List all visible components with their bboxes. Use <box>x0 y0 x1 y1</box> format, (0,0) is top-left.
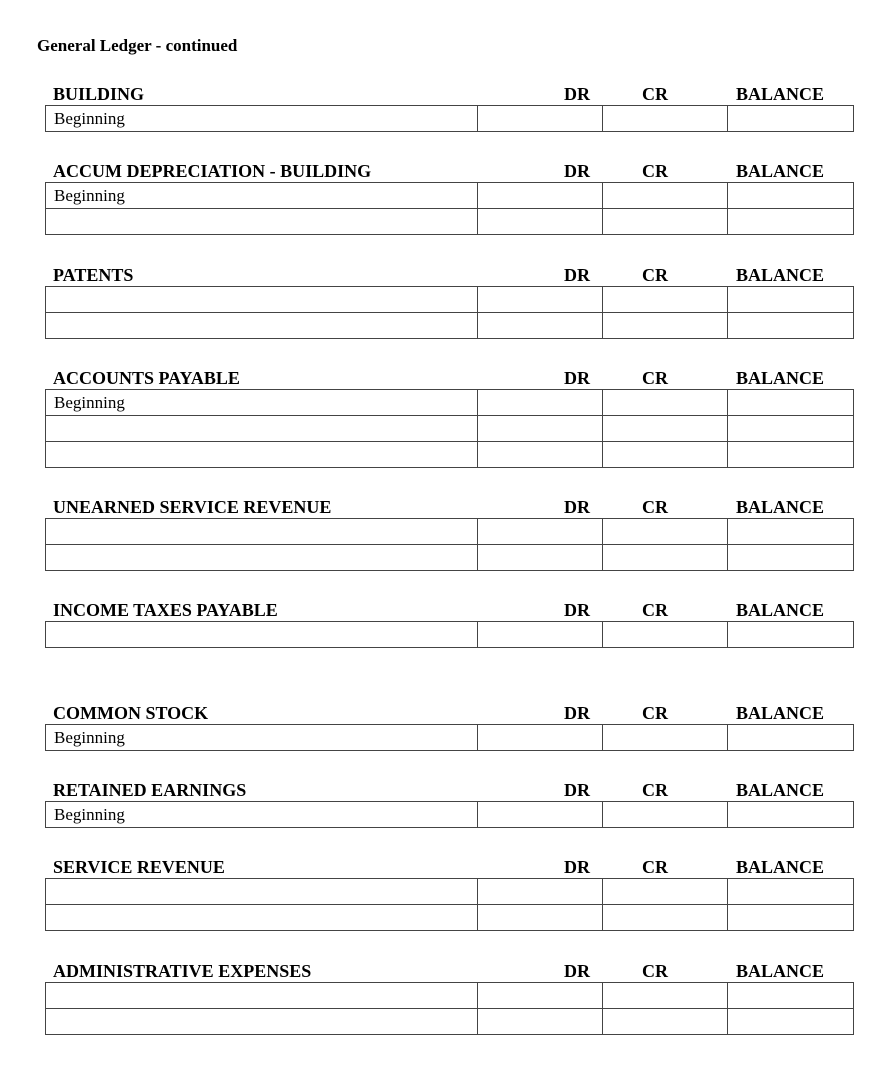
ledger-table <box>45 982 854 1035</box>
account-header <box>45 956 843 982</box>
ledger-account <box>45 698 843 751</box>
ledger-description-cell[interactable] <box>46 209 478 235</box>
ledger-row <box>46 1009 854 1035</box>
balance-column-header: BALANCE <box>735 497 824 517</box>
ledger-row <box>46 725 854 751</box>
ledger-row <box>46 983 854 1009</box>
account-name: ACCUM DEPRECIATION - BUILDING <box>53 161 372 181</box>
dr-column-header: DR <box>564 600 590 620</box>
ledger-dr-cell[interactable] <box>478 725 603 751</box>
balance-column-header: BALANCE <box>735 780 824 800</box>
ledger-dr-cell[interactable] <box>478 905 603 931</box>
balance-column-header: BALANCE <box>735 703 824 723</box>
account-name: UNEARNED SERVICE REVENUE <box>53 497 332 517</box>
dr-column-header: DR <box>564 703 590 723</box>
dr-column-header: DR <box>564 368 590 388</box>
ledger-balance-cell[interactable] <box>728 416 854 442</box>
ledger-cr-cell[interactable] <box>603 983 728 1009</box>
dr-column-header: DR <box>564 161 590 181</box>
ledger-dr-cell[interactable] <box>478 183 603 209</box>
ledger-balance-cell[interactable] <box>728 802 854 828</box>
ledger-dr-cell[interactable] <box>478 390 603 416</box>
ledger-cr-cell[interactable] <box>603 905 728 931</box>
ledger-dr-cell[interactable] <box>478 545 603 571</box>
ledger-description-cell[interactable] <box>46 905 478 931</box>
ledger-row <box>46 390 854 416</box>
ledger-cr-cell[interactable] <box>603 519 728 545</box>
ledger-balance-cell[interactable] <box>728 106 854 132</box>
account-name: RETAINED EARNINGS <box>53 780 247 800</box>
balance-column-header: BALANCE <box>735 368 824 388</box>
cr-column-header: CR <box>642 84 668 104</box>
account-header <box>45 852 843 878</box>
ledger-cr-cell[interactable] <box>603 106 728 132</box>
ledger-table <box>45 389 854 468</box>
ledger-cr-cell[interactable] <box>603 545 728 571</box>
ledger-row <box>46 622 854 648</box>
account-header <box>45 492 843 518</box>
ledger-account <box>45 492 843 571</box>
ledger-account <box>45 79 843 132</box>
ledger-row <box>46 313 854 339</box>
account-header <box>45 79 843 105</box>
account-name: COMMON STOCK <box>53 703 209 723</box>
cr-column-header: CR <box>642 857 668 877</box>
ledger-balance-cell[interactable] <box>728 725 854 751</box>
dr-column-header: DR <box>564 265 590 285</box>
ledger-table <box>45 286 854 339</box>
ledger-table <box>45 878 854 931</box>
ledger-balance-cell[interactable] <box>728 1009 854 1035</box>
cr-column-header: CR <box>642 161 668 181</box>
ledger-cr-cell[interactable] <box>603 390 728 416</box>
ledger-table <box>45 518 854 571</box>
ledger-table <box>45 182 854 235</box>
ledger-dr-cell[interactable] <box>478 287 603 313</box>
balance-column-header: BALANCE <box>735 961 824 981</box>
cr-column-header: CR <box>642 497 668 517</box>
ledger-account <box>45 775 843 828</box>
ledger-cr-cell[interactable] <box>603 183 728 209</box>
balance-column-header: BALANCE <box>735 600 824 620</box>
ledger-dr-cell[interactable] <box>478 313 603 339</box>
account-name: ACCOUNTS PAYABLE <box>53 368 240 388</box>
ledger-cr-cell[interactable] <box>603 287 728 313</box>
ledger-balance-cell[interactable] <box>728 622 854 648</box>
cr-column-header: CR <box>642 780 668 800</box>
account-header <box>45 698 843 724</box>
ledger-table <box>45 801 854 828</box>
ledger-description-cell[interactable] <box>46 545 478 571</box>
dr-column-header: DR <box>564 497 590 517</box>
ledger-balance-cell[interactable] <box>728 879 854 905</box>
balance-column-header: BALANCE <box>735 857 824 877</box>
ledger-dr-cell[interactable] <box>478 442 603 468</box>
ledger-description-cell[interactable]: Beginning <box>46 106 478 132</box>
ledger-cr-cell[interactable] <box>603 725 728 751</box>
ledger-dr-cell[interactable] <box>478 622 603 648</box>
ledger-description-cell[interactable] <box>46 983 478 1009</box>
ledger-description-cell[interactable]: Beginning <box>46 390 478 416</box>
balance-column-header: BALANCE <box>735 265 824 285</box>
ledger-row <box>46 209 854 235</box>
ledger-dr-cell[interactable] <box>478 416 603 442</box>
ledger-description-cell[interactable] <box>46 1009 478 1035</box>
ledger-row <box>46 802 854 828</box>
ledger-description-cell[interactable]: Beginning <box>46 183 478 209</box>
ledger-dr-cell[interactable] <box>478 1009 603 1035</box>
ledger-balance-cell[interactable] <box>728 287 854 313</box>
ledger-row <box>46 879 854 905</box>
cr-column-header: CR <box>642 600 668 620</box>
account-header <box>45 363 843 389</box>
ledger-description-cell[interactable] <box>46 442 478 468</box>
ledger-cr-cell[interactable] <box>603 416 728 442</box>
ledger-description-cell[interactable] <box>46 287 478 313</box>
ledger-table <box>45 724 854 751</box>
ledger-table <box>45 621 854 648</box>
ledger-dr-cell[interactable] <box>478 519 603 545</box>
ledger-cr-cell[interactable] <box>603 313 728 339</box>
ledger-balance-cell[interactable] <box>728 519 854 545</box>
ledger-description-cell[interactable] <box>46 879 478 905</box>
ledger-account <box>45 852 843 931</box>
account-name: BUILDING <box>53 84 145 104</box>
ledger-cr-cell[interactable] <box>603 209 728 235</box>
account-name: ADMINISTRATIVE EXPENSES <box>53 961 312 981</box>
ledger-balance-cell[interactable] <box>728 209 854 235</box>
ledger-row <box>46 519 854 545</box>
ledger-account <box>45 260 843 339</box>
ledger-balance-cell[interactable] <box>728 313 854 339</box>
ledger-cr-cell[interactable] <box>603 622 728 648</box>
ledger-row <box>46 905 854 931</box>
ledger-balance-cell[interactable] <box>728 905 854 931</box>
account-header <box>45 156 843 182</box>
ledger-balance-cell[interactable] <box>728 545 854 571</box>
cr-column-header: CR <box>642 703 668 723</box>
ledger-balance-cell[interactable] <box>728 983 854 1009</box>
ledger-description-cell[interactable]: Beginning <box>46 802 478 828</box>
ledger-cr-cell[interactable] <box>603 1009 728 1035</box>
cr-column-header: CR <box>642 961 668 981</box>
ledger-account <box>45 363 843 468</box>
ledger-account <box>45 595 843 648</box>
ledger-dr-cell[interactable] <box>478 879 603 905</box>
page-title: General Ledger - continued <box>37 36 238 55</box>
ledger-account <box>45 156 843 235</box>
ledger-description-cell[interactable] <box>46 313 478 339</box>
dr-column-header: DR <box>564 961 590 981</box>
ledger-description-cell[interactable] <box>46 416 478 442</box>
dr-column-header: DR <box>564 857 590 877</box>
ledger-description-cell[interactable] <box>46 519 478 545</box>
balance-column-header: BALANCE <box>735 84 824 104</box>
ledger-cr-cell[interactable] <box>603 802 728 828</box>
balance-column-header: BALANCE <box>735 161 824 181</box>
ledger-row <box>46 183 854 209</box>
ledger-account <box>45 956 843 1035</box>
ledger-cr-cell[interactable] <box>603 879 728 905</box>
account-header <box>45 775 843 801</box>
ledger-dr-cell[interactable] <box>478 106 603 132</box>
ledger-dr-cell[interactable] <box>478 209 603 235</box>
ledger-row <box>46 545 854 571</box>
account-name: INCOME TAXES PAYABLE <box>53 600 278 620</box>
ledger-row <box>46 442 854 468</box>
account-header <box>45 260 843 286</box>
ledger-balance-cell[interactable] <box>728 442 854 468</box>
dr-column-header: DR <box>564 84 590 104</box>
ledger-dr-cell[interactable] <box>478 802 603 828</box>
ledger-description-cell[interactable]: Beginning <box>46 725 478 751</box>
account-header <box>45 595 843 621</box>
ledger-row <box>46 287 854 313</box>
account-name: PATENTS <box>53 265 134 285</box>
ledger-dr-cell[interactable] <box>478 983 603 1009</box>
cr-column-header: CR <box>642 368 668 388</box>
account-name: SERVICE REVENUE <box>53 857 225 877</box>
ledger-cr-cell[interactable] <box>603 442 728 468</box>
ledger-balance-cell[interactable] <box>728 183 854 209</box>
ledger-table <box>45 105 854 132</box>
ledger-description-cell[interactable] <box>46 622 478 648</box>
ledger-balance-cell[interactable] <box>728 390 854 416</box>
ledger-row <box>46 106 854 132</box>
cr-column-header: CR <box>642 265 668 285</box>
dr-column-header: DR <box>564 780 590 800</box>
ledger-row <box>46 416 854 442</box>
